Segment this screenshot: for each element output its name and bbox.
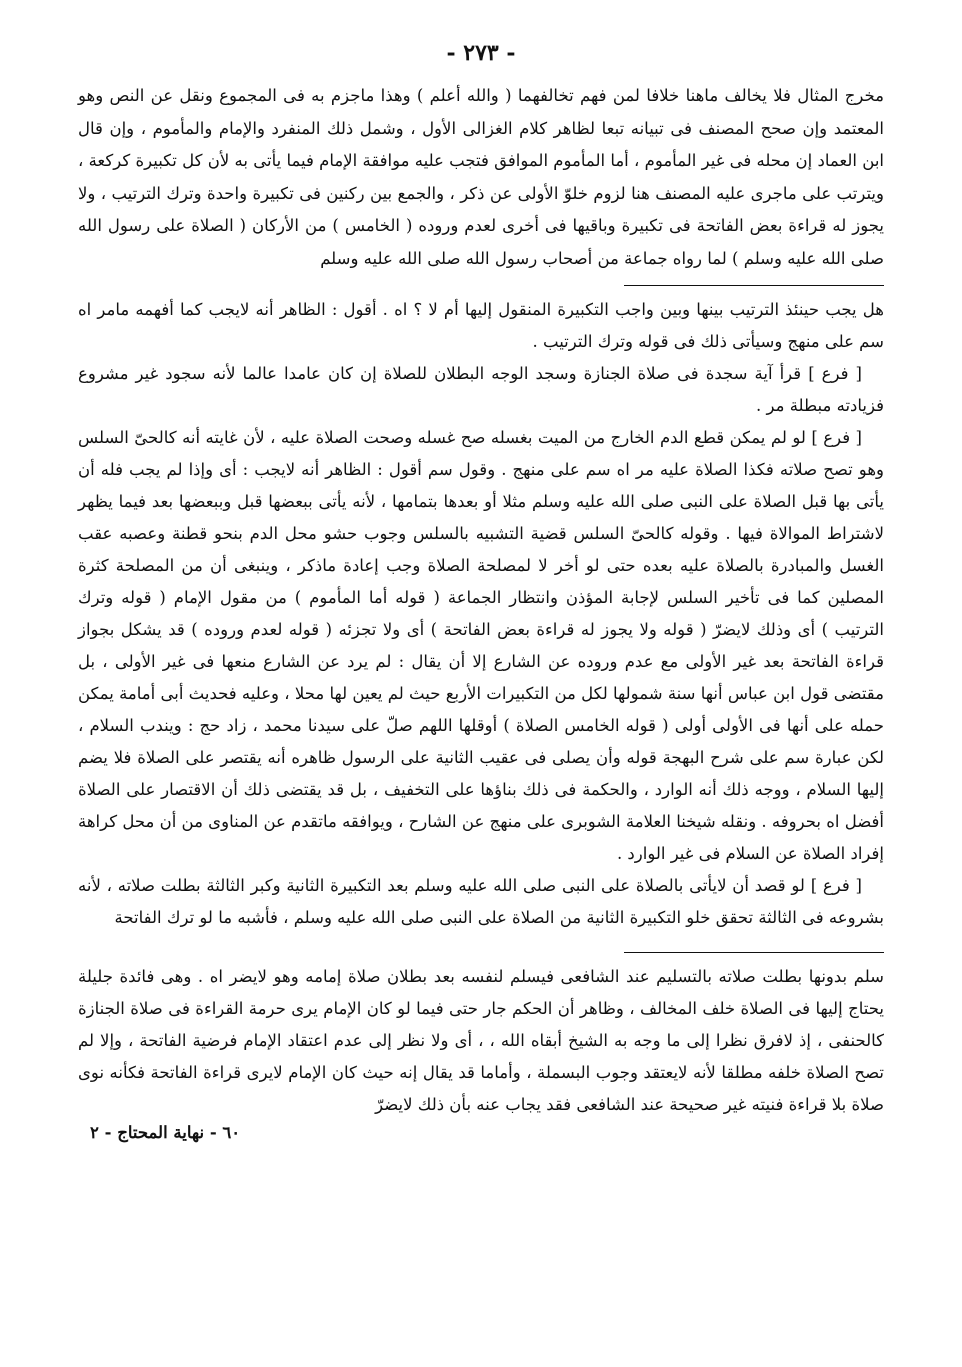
footnote-paragraph: سلم بدونها بطلت صلاته بالتسليم عند الشافعى فيسلم لنفسه بعد بطلان صلاة إمامه وهو لايضر اه . وهى فائدة جليلة يحتاج إليها فى الصلاة خلف المخالف ، وظاهر أن الحكم جار حتى فيما لو كان الإمام يرى حرمة القراءة فى صلاة الجنازة كالحنفى ، إذ لافرق نظرا إلى ما وجه به الشيخ أبقاه الله ، ، أى ولا نظر إلى عدم اعتقاد الإمام فرضية الفاتحة ، وإلا لم تصح الصلاة خلفه مطلقا لأنه لايعتقد وجوب البسملة ، وأماما قد يقال إنه حيث كان الإمام لايرى قراءة الفاتحة فكأنه نوى صلاة بلا قراءة فنيته غير صحيحة عند الشافعى فقد يجاب عنه بأن ذلك لايضرّ [78,967,884,1114]
footnote-paragraph: هل يجب حينئذ الترتيب بينها وبين واجب التكبيرة المنقول إليها أم لا ؟ اه . أقول : الظاهر أنه لايجب كما أفهمه مامر اه سم على منهج وسيأتى ذلك فى قوله وترك الترتيب . [78,300,884,351]
main-text [78,80,884,275]
page-footer: ٦٠ - نهاية المحتاج - ٢ [90,1123,241,1142]
footnote-separator [624,285,884,286]
footnotes-top [78,294,884,934]
page-number: - ٢٧٣ - [446,40,516,66]
footnote-separator [624,952,884,953]
footnotes-bottom [78,961,884,1121]
footnote-paragraph: [ فرع ] لو قصد أن لايأتى بالصلاة على النبى صلى الله عليه وسلم بعد التكبيرة الثانية وكبر الثالثة بطلت صلاته ، لأنه بشروعه فى الثالثة تحقق خلو التكبيرة الثانية من الصلاة على النبى صلى الله عليه وسلم ، فأشبه ما لو ترك الفاتحة [78,876,884,927]
footnote-paragraph: [ فرع ] لو لم يمكن قطع الدم الخارج من الميت بغسله صح غسله وصحت الصلاة عليه ، لأن غايته أنه كالحىّ السلس وهو تصح صلاته فكذا الصلاة عليه مر اه سم على منهج . وقول سم أقول : الظاهر أنه لايجب : أى وإذا لم يجب فله أن يأتى بها قبل الصلاة على النبى صلى الله عليه وسلم مثلا أو بعدها بتمامها ، لأنه يأتى ببعضها قبل وببعضها بعد فيما يظهر لاشتراط الموالاة فيها . وقوله كالحىّ السلس قضية التشبيه بالسلس وجوب حشو محل الدم بنحو قطنة وعصبه عقب الغسل والمبادرة بالصلاة عليه بعده حتى لو أخر لا لمصلحة الصلاة وجب إعادة ماذكر ، وينبغى أن من المصلحة كثرة المصلين كما فى تأخير السلس لإجابة المؤذن وانتظار الجماعة ( قوله أما المأموم ) من مقول الإمام ( قوله وترك الترتيب ) أى وذلك لايضرّ ( قوله ولا يجوز له قراءة بعض الفاتحة ) أى ولا تجزئه ( قوله لعدم وروده ) قد يشكل بجواز قراءة الفاتحة بعد غير الأولى مع عدم وروده عن الشارع إلا أن يقال : لم يرد عن الشارع منعها فى غير الأولى ، بل مقتضى قول ابن عباس أنها سنة شمولها لكل من التكبيرات الأربع حيث لم يعين لها محلا ، وعليه فحديث أبى أمامة يمكن حمله على أنها فى الأولى أولى ( قوله الخامس الصلاة ) أوقلها اللهم صلّ على سيدنا محمد ، زاد حج : ويندب السلام ، لكن عبارة سم على شرح البهجة قوله وأن يصلى فى عقيب الثانية على الرسول ظاهره أنه يقتصر على الصلاة فلا يضم إليها السلام ، ووجه ذلك أنه الوارد ، والحكمة فى ذلك بناؤها على التخفيف ، بل قد يقتضى ذلك أن الاقتصار على الصلاة أفضل اه بحروفه . ونقله شيخنا العلامة الشوبرى على منهج عن الشارح ، ويوافقه ماتقدم عن المناوى من أن محل كراهة إفراد الصلاة عن السلام فى غير الوارد . [78,428,884,863]
footnote-paragraph: [ فرع ] قرأ آية سجدة فى صلاة الجنازة وسجد الوجه البطلان للصلاة إن كان عامدا عالما لأنه سجود غير مشروع فزيادته مبطلة مر . [78,364,884,415]
main-paragraph: مخرج المثال فلا يخالف ماهنا خلافا لمن فهم تخالفهما ( والله أعلم ) وهذا ماجزم به فى المجموع ونقل عن النص وهو المعتمد وإن صحح المصنف فى تبيانه تبعا لظاهر كلام الغزالى الأول ، وشمل ذلك المنفرد والإمام والمأموم ، وإن قال ابن العماد إن محله فى غير المأموم ، أما المأموم الموافق فتجب عليه موافقة الإمام فيما يأتى به لأن كل تكبيرة كركعة ، ويترتب على ماجرى عليه المصنف هنا لزوم خلوّ الأولى عن ذكر ، والجمع بين ركنين فى تكبيرة واحدة وترك الترتيب ، ولا يجوز له قراءة بعض الفاتحة فى تكبيرة وباقيها فى أخرى لعدم وروده ( الخامس ) من الأركان ( الصلاة على رسول الله صلى الله عليه وسلم ) لما رواه جماعة من أصحاب رسول الله صلى الله عليه وسلم [78,86,884,268]
